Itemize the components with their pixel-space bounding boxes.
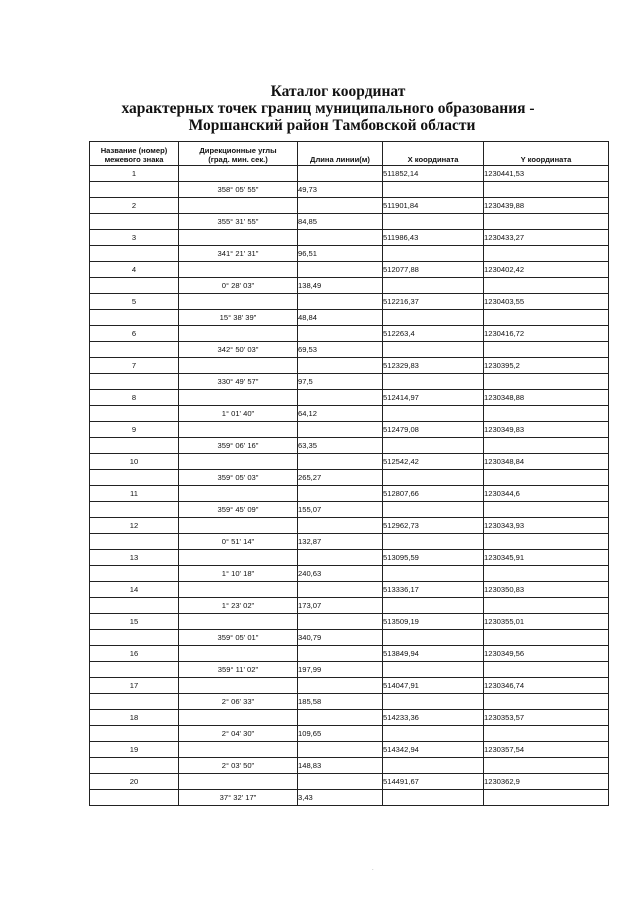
cell-line-length: 3,43: [298, 790, 383, 806]
cell-x-coordinate: 511901,84: [383, 198, 484, 214]
cell-empty: [484, 406, 609, 422]
cell-y-coordinate: 1230357,54: [484, 742, 609, 758]
cell-y-coordinate: 1230355,01: [484, 614, 609, 630]
cell-empty: [383, 182, 484, 198]
table-row-segment: [90, 470, 609, 486]
table-row-segment: [90, 278, 609, 294]
cell-empty: [484, 630, 609, 646]
cell-empty: [484, 342, 609, 358]
table-row-segment: [90, 182, 609, 198]
cell-empty: [383, 214, 484, 230]
cell-y-coordinate: 1230345,91: [484, 550, 609, 566]
cell-direction-angle: 359° 11' 02": [179, 662, 298, 678]
cell-y-coordinate: 1230395,2: [484, 358, 609, 374]
cell-empty: [383, 566, 484, 582]
cell-empty: [484, 246, 609, 262]
cell-point-name: 17: [90, 678, 179, 694]
cell-line-length: 97,5: [298, 374, 383, 390]
table-row-point: [90, 678, 609, 694]
cell-y-coordinate: 1230350,83: [484, 582, 609, 598]
cell-empty: [90, 694, 179, 710]
cell-empty: [383, 534, 484, 550]
cell-empty: [484, 534, 609, 550]
cell-empty: [90, 374, 179, 390]
cell-point-name: 20: [90, 774, 179, 790]
cell-empty: [484, 598, 609, 614]
cell-empty: [90, 566, 179, 582]
cell-direction-angle: 0° 28' 03": [179, 278, 298, 294]
cell-empty: [179, 422, 298, 438]
cell-empty: [90, 758, 179, 774]
cell-y-coordinate: 1230403,55: [484, 294, 609, 310]
table-row-segment: [90, 246, 609, 262]
cell-empty: [298, 358, 383, 374]
cell-x-coordinate: 512329,83: [383, 358, 484, 374]
cell-direction-angle: 359° 05' 03": [179, 470, 298, 486]
cell-direction-angle: 15° 38' 39": [179, 310, 298, 326]
table-row-point: [90, 326, 609, 342]
cell-empty: [383, 470, 484, 486]
cell-x-coordinate: 512077,88: [383, 262, 484, 278]
cell-x-coordinate: 514233,36: [383, 710, 484, 726]
cell-empty: [179, 454, 298, 470]
cell-empty: [179, 742, 298, 758]
cell-line-length: 185,58: [298, 694, 383, 710]
cell-point-name: 2: [90, 198, 179, 214]
cell-empty: [383, 790, 484, 806]
cell-empty: [383, 502, 484, 518]
cell-empty: [383, 694, 484, 710]
cell-x-coordinate: 512414,97: [383, 390, 484, 406]
table-row-point: [90, 230, 609, 246]
cell-empty: [484, 566, 609, 582]
table-row-point: [90, 486, 609, 502]
cell-x-coordinate: 513849,94: [383, 646, 484, 662]
cell-empty: [298, 550, 383, 566]
header-direction: Дирекционные углы (град. мин. сек.): [179, 142, 298, 166]
cell-empty: [90, 598, 179, 614]
cell-empty: [179, 262, 298, 278]
header-name: Название (номер) межевого знака: [90, 142, 179, 166]
cell-empty: [179, 326, 298, 342]
cell-line-length: 197,99: [298, 662, 383, 678]
cell-empty: [179, 678, 298, 694]
cell-empty: [179, 518, 298, 534]
cell-empty: [179, 166, 298, 182]
cell-empty: [90, 726, 179, 742]
table-row-point: [90, 294, 609, 310]
table-row-segment: [90, 758, 609, 774]
cell-empty: [484, 438, 609, 454]
cell-direction-angle: 2° 03' 50": [179, 758, 298, 774]
cell-empty: [179, 486, 298, 502]
cell-point-name: 12: [90, 518, 179, 534]
cell-empty: [484, 310, 609, 326]
table-row-point: [90, 422, 609, 438]
cell-point-name: 11: [90, 486, 179, 502]
cell-empty: [298, 710, 383, 726]
cell-x-coordinate: 514491,67: [383, 774, 484, 790]
cell-y-coordinate: 1230349,56: [484, 646, 609, 662]
cell-empty: [383, 374, 484, 390]
cell-empty: [484, 182, 609, 198]
table-row-segment: [90, 694, 609, 710]
table-row-segment: [90, 726, 609, 742]
cell-line-length: 155,07: [298, 502, 383, 518]
cell-y-coordinate: 1230362,9: [484, 774, 609, 790]
cell-direction-angle: 1° 01' 40": [179, 406, 298, 422]
cell-empty: [90, 342, 179, 358]
cell-empty: [298, 422, 383, 438]
cell-direction-angle: 359° 06' 16": [179, 438, 298, 454]
cell-empty: [179, 198, 298, 214]
cell-point-name: 7: [90, 358, 179, 374]
catalog-region: Моршанский район Тамбовской области: [188, 117, 476, 134]
cell-empty: [90, 406, 179, 422]
header-y: Y координата: [484, 142, 609, 166]
cell-empty: [90, 534, 179, 550]
cell-empty: [90, 310, 179, 326]
table-row-point: [90, 614, 609, 630]
cell-empty: [383, 406, 484, 422]
cell-x-coordinate: 512807,66: [383, 486, 484, 502]
cell-y-coordinate: 1230441,53: [484, 166, 609, 182]
table-row-segment: [90, 310, 609, 326]
cell-empty: [383, 246, 484, 262]
cell-empty: [90, 502, 179, 518]
table-header-row: [90, 142, 609, 166]
cell-line-length: 69,53: [298, 342, 383, 358]
cell-x-coordinate: 512263,4: [383, 326, 484, 342]
cell-empty: [383, 310, 484, 326]
cell-point-name: 8: [90, 390, 179, 406]
cell-line-length: 173,07: [298, 598, 383, 614]
cell-empty: [484, 694, 609, 710]
table-row-point: [90, 646, 609, 662]
cell-empty: [298, 454, 383, 470]
cell-y-coordinate: 1230346,74: [484, 678, 609, 694]
table-row-point: [90, 262, 609, 278]
cell-empty: [90, 438, 179, 454]
table-row-point: [90, 390, 609, 406]
cell-empty: [298, 518, 383, 534]
cell-line-length: 48,84: [298, 310, 383, 326]
cell-x-coordinate: 514047,91: [383, 678, 484, 694]
cell-line-length: 84,85: [298, 214, 383, 230]
cell-empty: [484, 662, 609, 678]
cell-x-coordinate: 514342,94: [383, 742, 484, 758]
cell-direction-angle: 2° 04' 30": [179, 726, 298, 742]
coordinates-table: [89, 141, 609, 806]
cell-empty: [383, 662, 484, 678]
cell-x-coordinate: 512542,42: [383, 454, 484, 470]
cell-point-name: 9: [90, 422, 179, 438]
cell-empty: [484, 214, 609, 230]
cell-empty: [484, 790, 609, 806]
cell-empty: [179, 390, 298, 406]
cell-y-coordinate: 1230353,57: [484, 710, 609, 726]
cell-empty: [90, 214, 179, 230]
cell-empty: [298, 262, 383, 278]
cell-y-coordinate: 1230416,72: [484, 326, 609, 342]
cell-direction-angle: 330° 49' 57": [179, 374, 298, 390]
cell-x-coordinate: 512962,73: [383, 518, 484, 534]
cell-y-coordinate: 1230343,93: [484, 518, 609, 534]
cell-empty: [298, 678, 383, 694]
cell-empty: [383, 630, 484, 646]
cell-line-length: 96,51: [298, 246, 383, 262]
cell-point-name: 1: [90, 166, 179, 182]
cell-y-coordinate: 1230349,83: [484, 422, 609, 438]
cell-empty: [484, 502, 609, 518]
table-row-point: [90, 774, 609, 790]
cell-empty: [298, 326, 383, 342]
cell-empty: [484, 278, 609, 294]
cell-point-name: 5: [90, 294, 179, 310]
table-row-point: [90, 518, 609, 534]
cell-point-name: 13: [90, 550, 179, 566]
cell-empty: [383, 726, 484, 742]
cell-x-coordinate: 513095,59: [383, 550, 484, 566]
cell-empty: [484, 726, 609, 742]
catalog-subtitle: характерных точек границ муниципального образования -: [121, 100, 535, 117]
header-length: Длина линии(м): [298, 142, 383, 166]
cell-empty: [383, 598, 484, 614]
table-row-point: [90, 358, 609, 374]
table-row-segment: [90, 790, 609, 806]
cell-point-name: 10: [90, 454, 179, 470]
cell-y-coordinate: 1230433,27: [484, 230, 609, 246]
cell-empty: [298, 582, 383, 598]
cell-direction-angle: 359° 05' 01": [179, 630, 298, 646]
cell-x-coordinate: 513336,17: [383, 582, 484, 598]
cell-empty: [298, 230, 383, 246]
table-row-segment: [90, 662, 609, 678]
cell-point-name: 3: [90, 230, 179, 246]
cell-x-coordinate: 513509,19: [383, 614, 484, 630]
cell-empty: [179, 614, 298, 630]
cell-line-length: 138,49: [298, 278, 383, 294]
table-row-point: [90, 582, 609, 598]
cell-direction-angle: 341° 21' 31": [179, 246, 298, 262]
cell-point-name: 4: [90, 262, 179, 278]
cell-line-length: 265,27: [298, 470, 383, 486]
cell-point-name: 6: [90, 326, 179, 342]
cell-direction-angle: 1° 10' 18": [179, 566, 298, 582]
cell-point-name: 14: [90, 582, 179, 598]
table-row-segment: [90, 566, 609, 582]
table-body: [90, 166, 609, 806]
cell-line-length: 240,63: [298, 566, 383, 582]
cell-y-coordinate: 1230348,88: [484, 390, 609, 406]
table-row-point: [90, 454, 609, 470]
cell-empty: [90, 790, 179, 806]
cell-line-length: 49,73: [298, 182, 383, 198]
cell-line-length: 63,35: [298, 438, 383, 454]
cell-empty: [298, 486, 383, 502]
cell-empty: [298, 198, 383, 214]
cell-empty: [484, 374, 609, 390]
cell-direction-angle: 0° 51' 14": [179, 534, 298, 550]
table-row-point: [90, 742, 609, 758]
cell-empty: [298, 166, 383, 182]
cell-empty: [383, 758, 484, 774]
table-row-segment: [90, 214, 609, 230]
scan-mark: .: [372, 866, 374, 872]
cell-empty: [179, 294, 298, 310]
cell-empty: [298, 742, 383, 758]
cell-empty: [484, 470, 609, 486]
cell-empty: [90, 246, 179, 262]
cell-direction-angle: 37° 32' 17": [179, 790, 298, 806]
table-row-segment: [90, 534, 609, 550]
catalog-title: Каталог координат: [270, 83, 406, 100]
cell-empty: [179, 646, 298, 662]
cell-empty: [179, 582, 298, 598]
cell-direction-angle: 359° 45' 09": [179, 502, 298, 518]
cell-empty: [383, 342, 484, 358]
cell-line-length: 132,87: [298, 534, 383, 550]
table-row-segment: [90, 598, 609, 614]
cell-x-coordinate: 511986,43: [383, 230, 484, 246]
cell-y-coordinate: 1230402,42: [484, 262, 609, 278]
header-x: X координата: [383, 142, 484, 166]
cell-line-length: 109,65: [298, 726, 383, 742]
cell-empty: [383, 438, 484, 454]
cell-empty: [298, 646, 383, 662]
table-row-point: [90, 710, 609, 726]
cell-empty: [383, 278, 484, 294]
table-row-segment: [90, 438, 609, 454]
table-row-point: [90, 198, 609, 214]
cell-line-length: 340,79: [298, 630, 383, 646]
cell-y-coordinate: 1230439,88: [484, 198, 609, 214]
cell-direction-angle: 1° 23' 02": [179, 598, 298, 614]
cell-empty: [298, 390, 383, 406]
cell-empty: [298, 294, 383, 310]
cell-line-length: 148,83: [298, 758, 383, 774]
cell-empty: [90, 278, 179, 294]
cell-empty: [298, 774, 383, 790]
cell-point-name: 19: [90, 742, 179, 758]
table-row-segment: [90, 342, 609, 358]
cell-direction-angle: 358° 05' 55": [179, 182, 298, 198]
cell-empty: [90, 182, 179, 198]
cell-empty: [484, 758, 609, 774]
cell-empty: [179, 358, 298, 374]
cell-x-coordinate: 511852,14: [383, 166, 484, 182]
table-row-segment: [90, 374, 609, 390]
table-row-point: [90, 166, 609, 182]
cell-point-name: 18: [90, 710, 179, 726]
table-row-segment: [90, 630, 609, 646]
cell-x-coordinate: 512216,37: [383, 294, 484, 310]
table-row-segment: [90, 406, 609, 422]
cell-empty: [90, 470, 179, 486]
cell-line-length: 64,12: [298, 406, 383, 422]
cell-empty: [179, 774, 298, 790]
cell-direction-angle: 355° 31' 55": [179, 214, 298, 230]
cell-y-coordinate: 1230348,84: [484, 454, 609, 470]
cell-point-name: 15: [90, 614, 179, 630]
cell-direction-angle: 342° 50' 03": [179, 342, 298, 358]
cell-empty: [90, 630, 179, 646]
cell-empty: [90, 662, 179, 678]
cell-empty: [179, 550, 298, 566]
cell-point-name: 16: [90, 646, 179, 662]
cell-empty: [179, 230, 298, 246]
cell-x-coordinate: 512479,08: [383, 422, 484, 438]
cell-direction-angle: 2° 06' 33": [179, 694, 298, 710]
cell-y-coordinate: 1230344,6: [484, 486, 609, 502]
cell-empty: [298, 614, 383, 630]
cell-empty: [179, 710, 298, 726]
table-row-segment: [90, 502, 609, 518]
table-row-point: [90, 550, 609, 566]
